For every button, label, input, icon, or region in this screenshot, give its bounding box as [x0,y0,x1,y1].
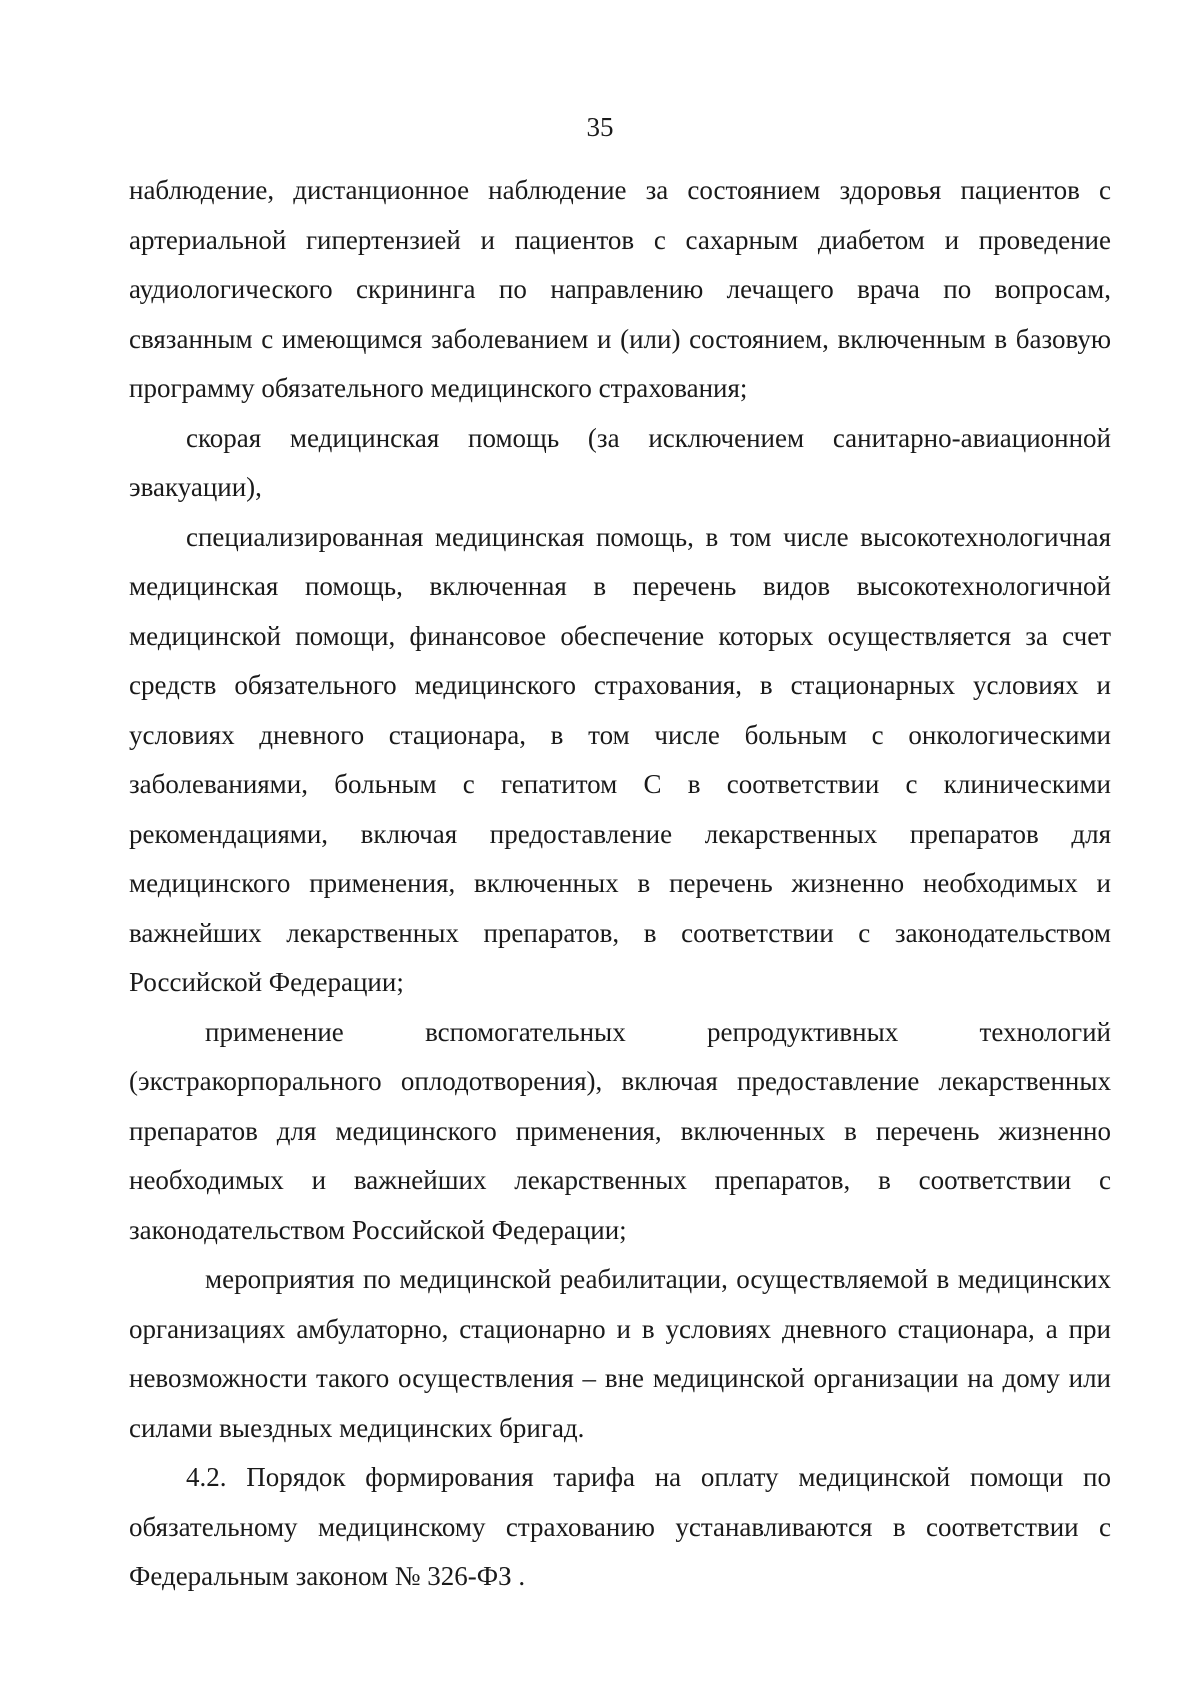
paragraph-specialized-care: специализированная медицинская помощь, в том числе высокотехнологичная медицинская помощь, включенная в перечень видов высокотехнологичной медицинской помощи, финансовое обеспечение которых осуществляется за счет средств обязательного медицинского страхования, в стационарных условиях и условиях дневного стационара, в том числе больным с онкологическими заболеваниями, больным с гепатитом С в соответствии с клиническими рекомендациями, включая предоставление лекарственных препаратов для медицинского применения, включенных в перечень жизненно необходимых и важнейших лекарственных препаратов, в соответствии с законодательством Российской Федерации; [129,521,1111,997]
paragraph-rehabilitation: мероприятия по медицинской реабилитации, осуществляемой в медицинских организациях амбулаторно, стационарно и в условиях дневного стационара, а при невозможности такого осуществления – вне медицинской организации на дому или силами выездных медицинских бригад. [129,1264,1111,1443]
paragraph-continuation: наблюдение, дистанционное наблюдение за состоянием здоровья пациентов с артериальной гипертензией и пациентов с сахарным диабетом и проведение аудиологического скрининга по направлению лечащего врача по вопросам, связанным с имеющимся заболеванием и (или) состоянием, включенным в базовую программу обязательного медицинского страхования; [129,175,1111,403]
paragraph-emergency-care: скорая медицинская помощь (за исключением санитарно-авиационной эвакуации), [129,422,1111,502]
paragraph-reproductive-technologies: применение вспомогательных репродуктивных технологий (экстракорпорального оплодотворения), включая предоставление лекарственных препаратов для медицинского применения, включенных в перечень жизненно необходимых и важнейших лекарственных препаратов, в соответствии с законодательством Российской Федерации; [129,1016,1111,1245]
document-body [129,166,1111,1602]
page-number: 35 [586,112,614,142]
paragraph-tariff-order: 4.2. Порядок формирования тарифа на оплату медицинской помощи по обязательному медицинскому страхованию устанавливаются в соответствии с Федеральным законом № 326-ФЗ . [129,1462,1111,1591]
